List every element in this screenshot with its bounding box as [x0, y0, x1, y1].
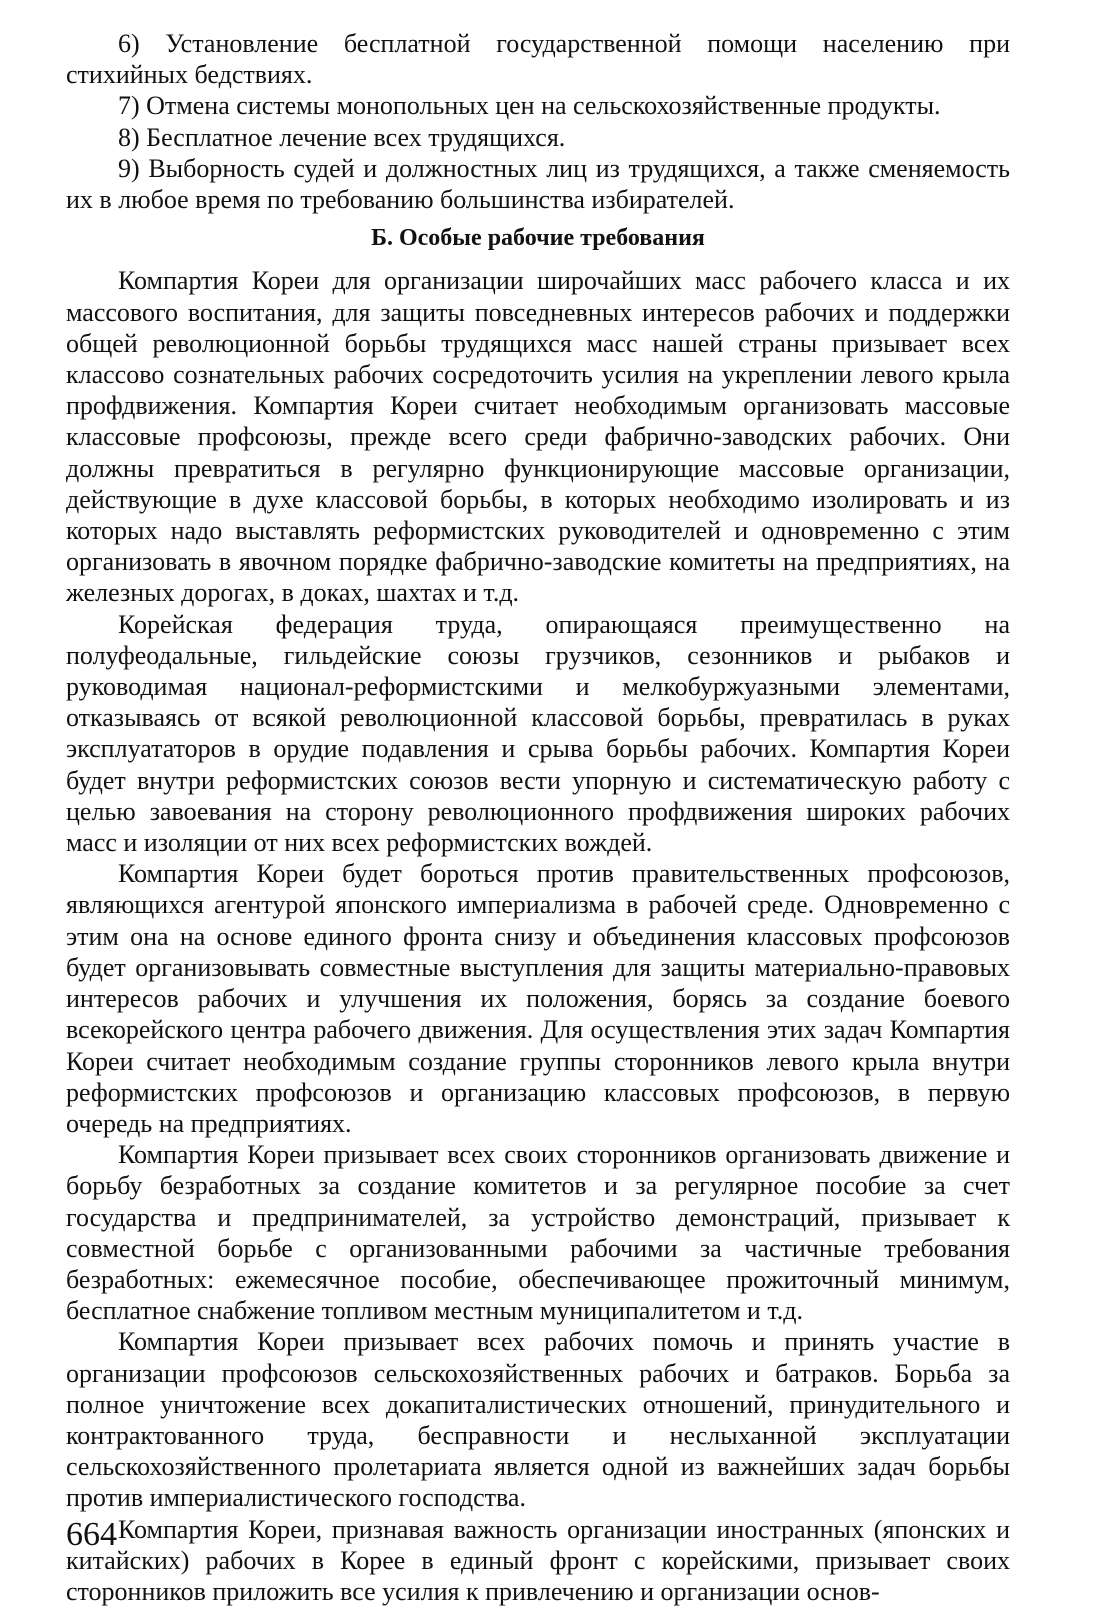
list-item-8: 8) Бесплатное лечение всех трудящихся.	[118, 122, 566, 152]
paragraph-5: Компартия Кореи призывает всех рабочих помочь и принять участие в организации профсоюзов сельскохозяйственных рабочих и батраков. Борьба за полное уничтожение всех докапиталистических отношений, принудительного и контрактованного труда, бесправности и неслыханной эксплуатации сельскохозяйственного пролетариата является одной из важнейших задач борьбы против империалистического господства.	[66, 1327, 1010, 1513]
list-item-7: 7) Отмена системы монопольных цен на сельскохозяйственные продукты.	[118, 91, 941, 121]
paragraph-2: Корейская федерация труда, опирающаяся преимущественно на полуфеодальные, гильдейские союзы грузчиков, сезонников и рыбаков и руководимая национал-реформистскими и мелкобуржуазными элементами, отказываясь от всякой революционной классовой борьбы, превратилась в руках эксплуататоров в орудие подавления и срыва борьбы рабочих. Компартия Кореи будет внутри реформистских союзов вести упорную и систематическую работу с целью завоевания на сторону революционного профдвижения широких рабочих масс и изоляции от них всех реформистских вождей.	[66, 609, 1010, 858]
section-heading: Б. Особые рабочие требования	[371, 225, 705, 252]
list-item-9: 9) Выборность судей и должностных лиц из трудящихся, а также сменяемость их в любое время по требованию большинства избирателей.	[66, 153, 1010, 215]
paragraph-4: Компартия Кореи призывает всех своих сторонников организовать движение и борьбу безработных за создание комитетов и за регулярное пособие за счет государства и предпринимателей, за устройство демонстраций, призывает к совместной борьбе с организованными рабочими за частичные требования безработных: ежемесячное пособие, обеспечивающее прожиточный минимум, бесплатное снабжение топливом местным муниципалитетом и т.д.	[66, 1140, 1010, 1326]
paragraph-3: Компартия Кореи будет бороться против правительственных профсоюзов, являющихся агентурой японского империализма в рабочей среде. Одновременно с этим она на основе единого фронта снизу и объединения классовых профсоюзов будет организовывать совместные выступления для защиты материально-правовых интересов рабочих и улучшения их положения, борясь за создание боевого всекорейского центра рабочего движения. Для осуществления этих задач Компартия Кореи считает необходимым создание группы сторонников левого крыла внутри реформистских профсоюзов и организацию классовых профсоюзов, в первую очередь на предприятиях.	[66, 859, 1010, 1138]
page-number: 664	[66, 1516, 117, 1553]
paragraph-6: Компартия Кореи, признавая важность организации иностранных (японских и китайских) рабочих в Корее в единый фронт с корейскими, призывает своих сторонников приложить все усилия к привлечению и организации основ-	[66, 1514, 1010, 1606]
page-body	[66, 28, 1010, 1607]
paragraph-1: Компартия Кореи для организации широчайших масс рабочего класса и их массового воспитания, для защиты повседневных интересов рабочих и поддержки общей революционной борьбы трудящихся масс нашей страны призывает всех классово сознательных рабочих сосредоточить усилия на укреплении левого крыла профдвижения. Компартия Кореи считает необходимым организовать массовые классовые профсоюзы, прежде всего среди фабрично-заводских рабочих. Они должны превратиться в регулярно функционирующие массовые организации, действующие в духе классовой борьбы, в которых необходимо изолировать и из которых надо выставлять реформистских руководителей и одновременно с этим организовать в явочном порядке фабрично-заводские комитеты на предприятиях, на железных дорогах, в доках, шахтах и т.д.	[66, 266, 1010, 608]
list-item-6: 6) Установление бесплатной государственной помощи населению при стихийных бедствиях.	[66, 29, 1010, 90]
